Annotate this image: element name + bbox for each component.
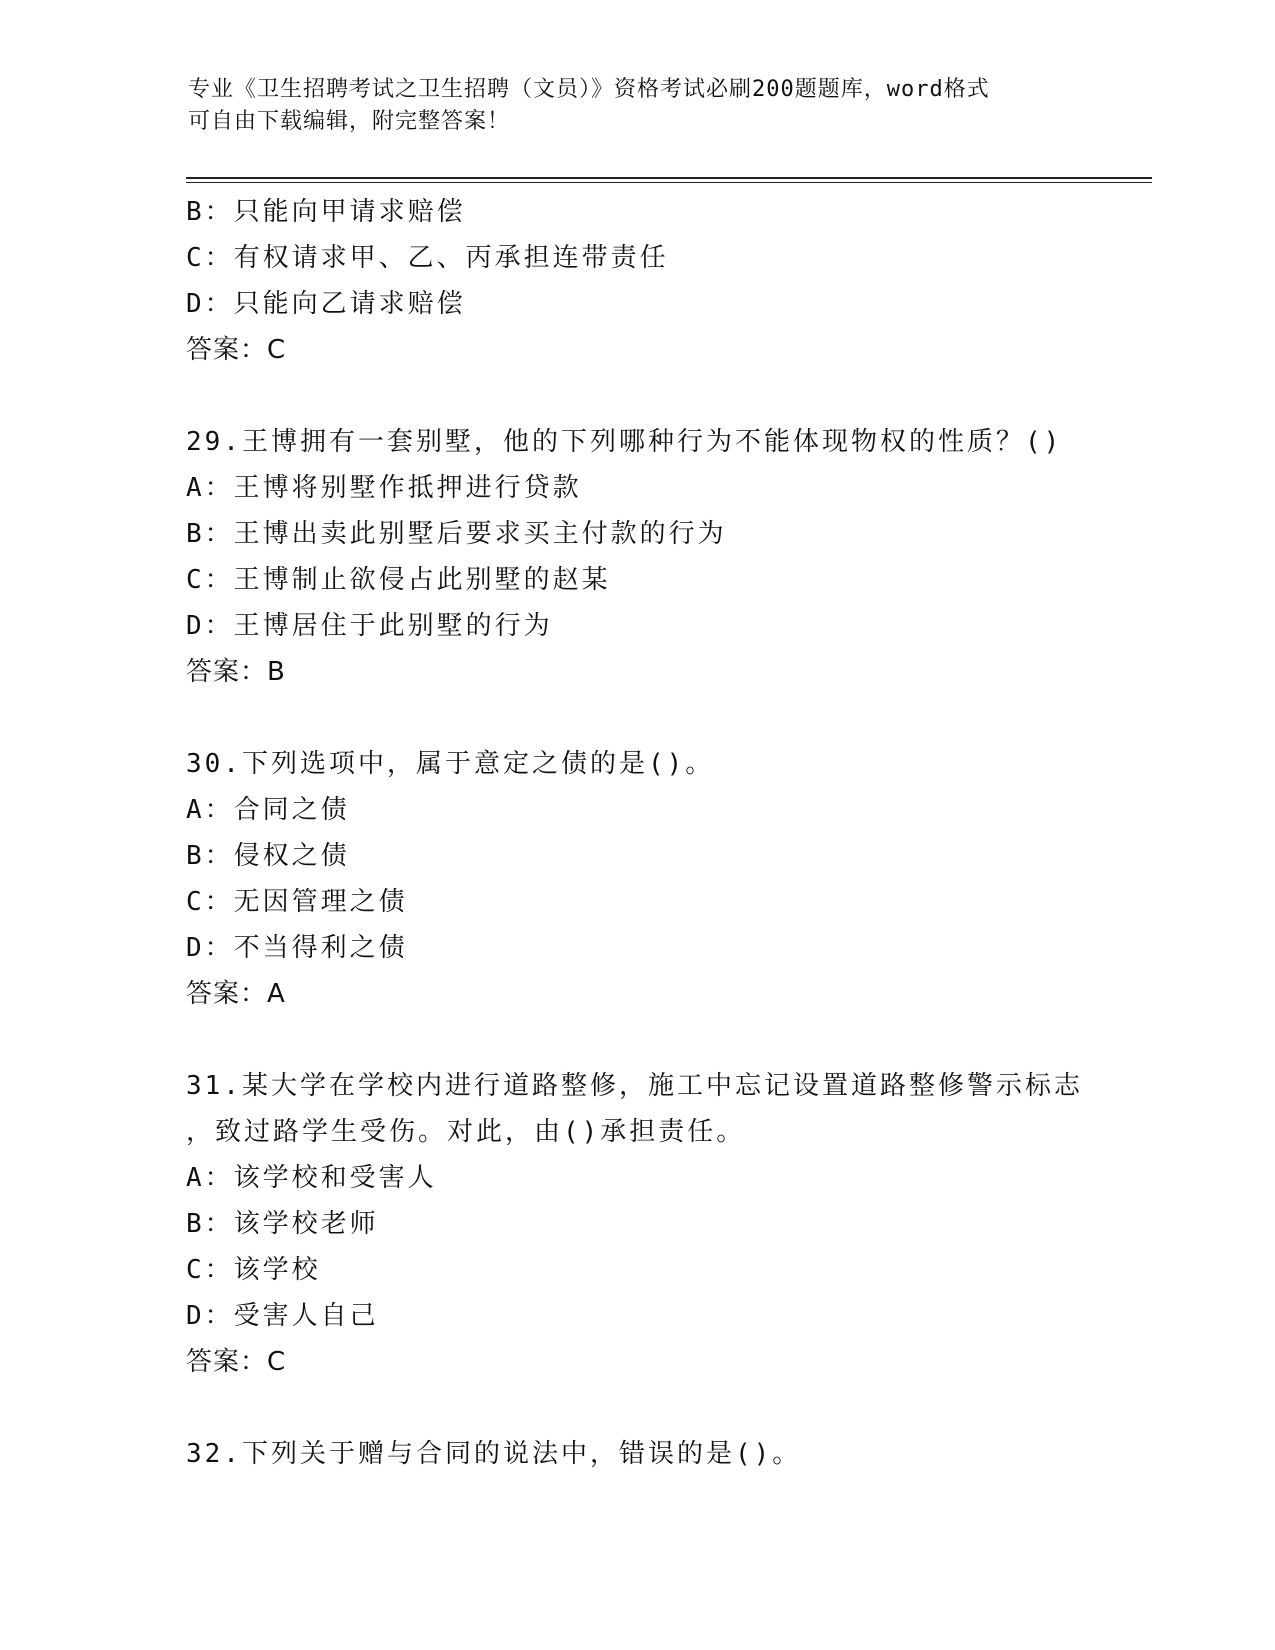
answer: 答案：C: [186, 335, 287, 365]
header-line-2: 可自由下载编辑，附完整答案！: [188, 109, 511, 134]
option-d: D：只能向乙请求赔偿: [186, 289, 466, 319]
option-c: C：有权请求甲、乙、丙承担连带责任: [186, 243, 669, 273]
option-d: D：受害人自己: [186, 1301, 379, 1331]
header-divider-thick: [186, 177, 1152, 179]
option-d: D：不当得利之债: [186, 933, 408, 963]
question-stem-line-1: 31.某大学在学校内进行道路整修，施工中忘记设置道路整修警示标志: [186, 1071, 1083, 1101]
question-stem: 30.下列选项中，属于意定之债的是()。: [186, 749, 715, 779]
question-stem: 32.下列关于赠与合同的说法中，错误的是()。: [186, 1439, 802, 1469]
question-stem-line-2: ，致过路学生受伤。对此，由()承担责任。: [186, 1117, 746, 1147]
option-a: A：该学校和受害人: [186, 1163, 437, 1193]
document-body: [186, 189, 1152, 1477]
option-b: B：该学校老师: [186, 1209, 379, 1239]
question-stem: 29.王博拥有一套别墅，他的下列哪种行为不能体现物权的性质？(): [186, 427, 1063, 457]
option-d: D：王博居住于此别墅的行为: [186, 611, 553, 641]
question-32: [186, 1431, 1152, 1477]
answer: 答案：B: [186, 657, 286, 687]
question-31: [186, 1063, 1152, 1385]
option-a: A：合同之债: [186, 795, 350, 825]
option-a: A：王博将别墅作抵押进行贷款: [186, 473, 582, 503]
header-line-1: 专业《卫生招聘考试之卫生招聘（文员）》资格考试必刷200题题库，word格式: [188, 77, 990, 102]
option-c: C：无因管理之债: [186, 887, 408, 917]
option-b: B：王博出卖此别墅后要求买主付款的行为: [186, 519, 727, 549]
option-b: B：只能向甲请求赔偿: [186, 197, 466, 227]
answer: 答案：A: [186, 979, 286, 1009]
question-29: [186, 419, 1152, 695]
option-b: B：侵权之债: [186, 841, 350, 871]
document-header: [188, 74, 1088, 138]
header-divider-thin: [186, 182, 1152, 183]
question-30: [186, 741, 1152, 1017]
question-28-continued: [186, 189, 1152, 373]
option-c: C：王博制止欲侵占此别墅的赵某: [186, 565, 611, 595]
answer: 答案：C: [186, 1347, 287, 1377]
option-c: C：该学校: [186, 1255, 321, 1285]
